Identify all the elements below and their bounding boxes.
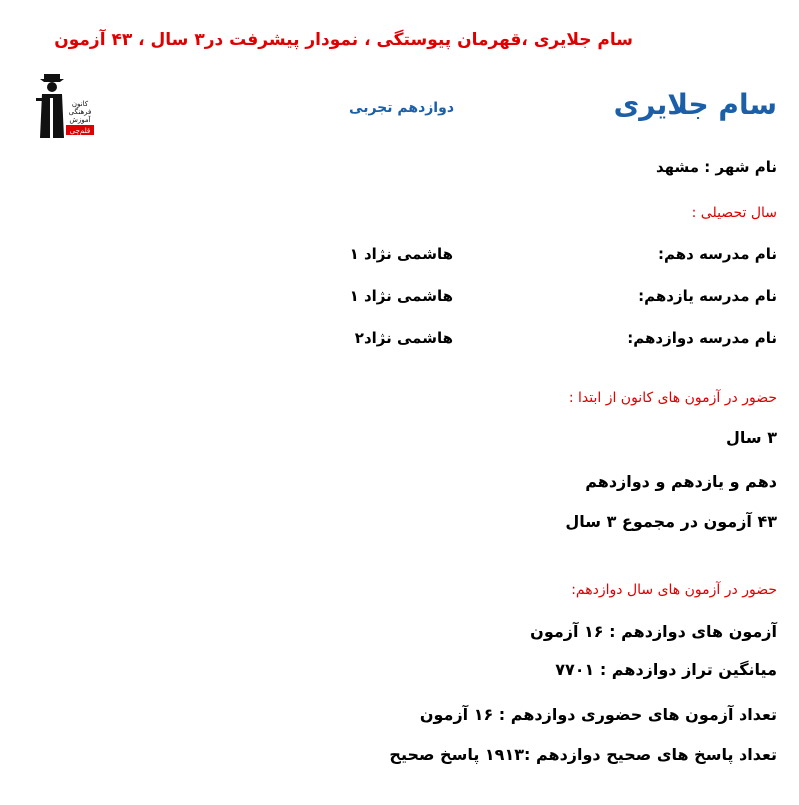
attendance-grades: دهم و یازدهم و دوازدهم — [585, 472, 777, 491]
page-header-title: سام جلایری ،قهرمان پیوستگی ، نمودار پیشرفت در۳ سال ، ۴۳ آزمون — [54, 30, 633, 50]
student-field: دوازدهم تجربی — [349, 100, 454, 116]
education-heading: سال تحصیلی : — [691, 205, 777, 221]
grade12-exams: آزمون های دوازدهم : ۱۶ آزمون — [530, 622, 777, 641]
grade12-heading: حضور در آزمون های سال دوازدهم: — [571, 582, 777, 598]
school-12-label: نام مدرسه دوازدهم: — [627, 329, 777, 347]
grade12-in-person: تعداد آزمون های حضوری دوازدهم : ۱۶ آزمون — [419, 705, 777, 724]
school-11-value: هاشمی نژاد ۱ — [349, 287, 453, 305]
school-10-value: هاشمی نژاد ۱ — [349, 245, 453, 263]
attendance-total: ۴۳ آزمون در مجموع ۳ سال — [565, 512, 777, 531]
student-name: سام جلایری — [613, 88, 777, 121]
school-12-value: هاشمی نژاد۲ — [354, 329, 453, 347]
logo-text-3: آموزش — [69, 116, 91, 124]
logo-text-4: قلم‌چی — [69, 127, 91, 135]
grade12-avg-level: میانگین تراز دوازدهم : ۷۷۰۱ — [555, 660, 777, 679]
attendance-heading: حضور در آزمون های کانون از ابتدا : — [568, 390, 777, 406]
logo-text-2: فرهنگی — [68, 108, 92, 116]
kanoon-logo — [34, 72, 96, 142]
grade12-correct: تعداد پاسخ های صحیح دوازدهم :۱۹۱۳ پاسخ صحیح — [389, 745, 777, 764]
school-10-label: نام مدرسه دهم: — [658, 245, 777, 263]
attendance-years: ۳ سال — [726, 428, 777, 447]
city-line: نام شهر : مشهد — [655, 158, 777, 176]
school-11-label: نام مدرسه یازدهم: — [638, 287, 777, 305]
logo-text-1: کانون — [71, 100, 89, 108]
